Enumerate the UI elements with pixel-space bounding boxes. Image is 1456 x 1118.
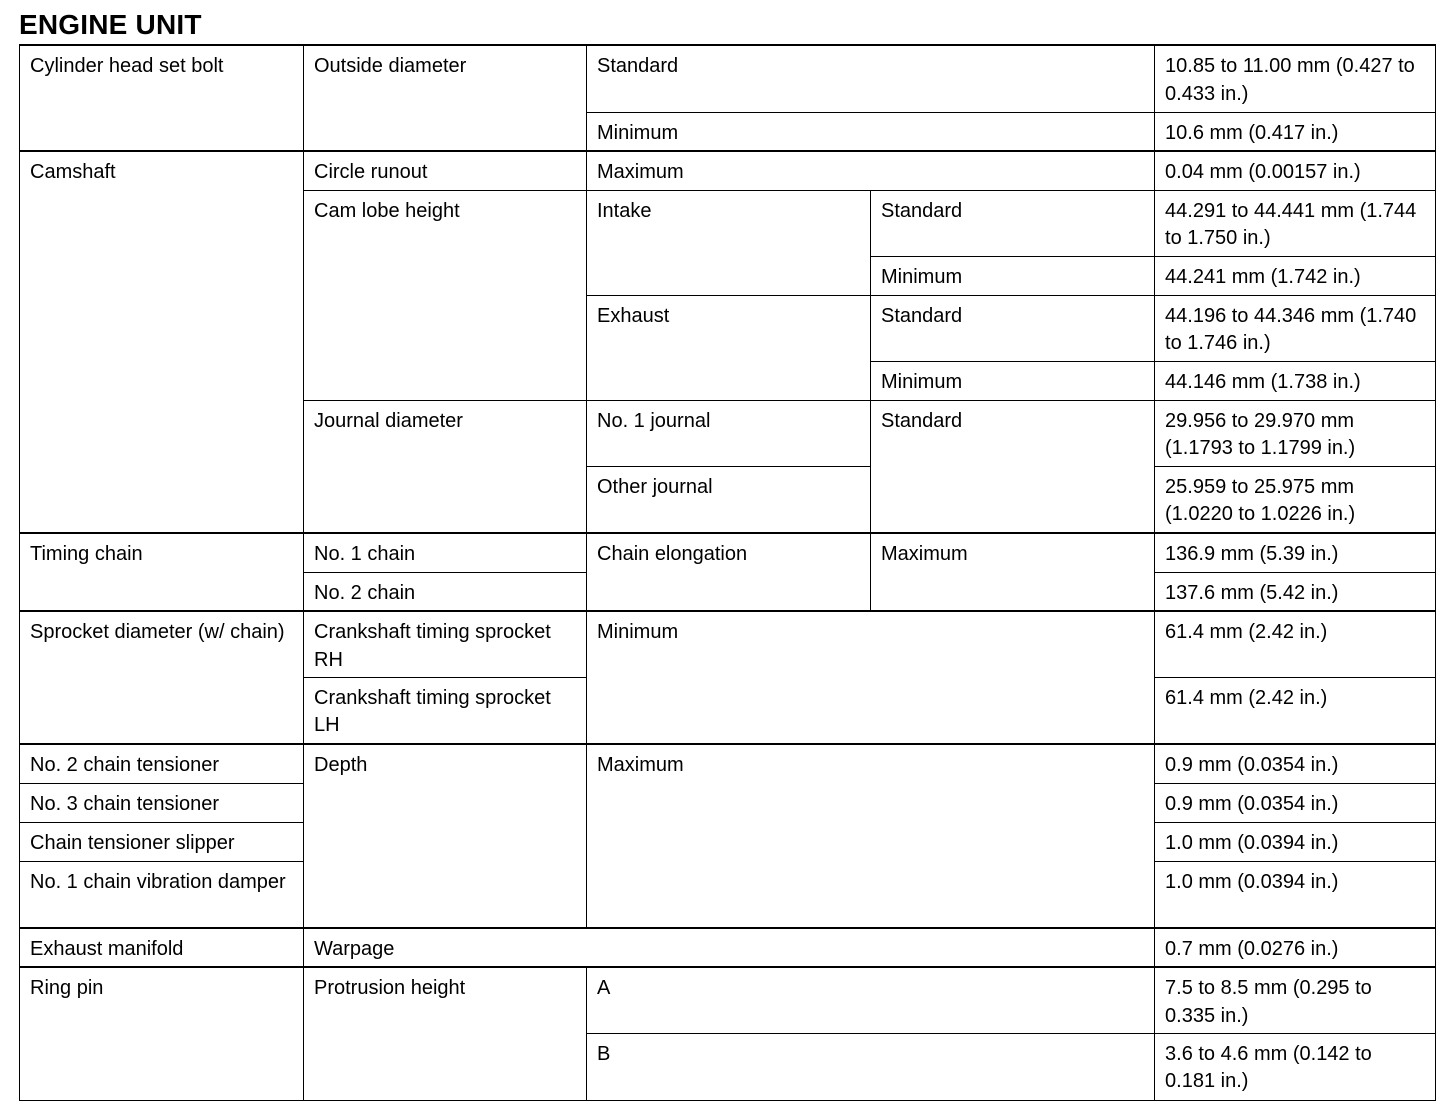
- item-cell: Sprocket diameter (w/ chain): [20, 611, 304, 744]
- sprocket-section: [20, 611, 1436, 744]
- sub-param-cell: Chain elongation: [587, 533, 871, 611]
- param-cell: Depth: [304, 744, 587, 928]
- spec-label-cell: A: [587, 967, 1155, 1033]
- item-cell: No. 2 chain tensioner: [20, 744, 304, 783]
- value-cell: 61.4 mm (2.42 in.): [1155, 677, 1436, 744]
- value-cell: 0.7 mm (0.0276 in.): [1155, 928, 1436, 967]
- tensioner-section: [20, 744, 1436, 928]
- spec-label-cell: Standard: [587, 45, 1155, 112]
- value-cell: 61.4 mm (2.42 in.): [1155, 611, 1436, 677]
- value-cell: 7.5 to 8.5 mm (0.295 to 0.335 in.): [1155, 967, 1436, 1033]
- item-cell: Chain tensioner slipper: [20, 822, 304, 861]
- item-cell: No. 3 chain tensioner: [20, 783, 304, 822]
- param-cell: Crankshaft timing sprocket LH: [304, 677, 587, 744]
- value-cell: 44.146 mm (1.738 in.): [1155, 361, 1436, 400]
- table-row: [20, 744, 1436, 783]
- table-row: [20, 611, 1436, 677]
- spec-label-cell: Minimum: [587, 611, 1155, 744]
- param-cell: Cam lobe height: [304, 190, 587, 400]
- param-cell: No. 1 chain: [304, 533, 587, 572]
- param-cell: Crankshaft timing sprocket RH: [304, 611, 587, 677]
- spec-label-cell: Maximum: [871, 533, 1155, 611]
- item-cell: Ring pin: [20, 967, 304, 1100]
- param-cell: Journal diameter: [304, 400, 587, 533]
- param-cell: Protrusion height: [304, 967, 587, 1100]
- item-cell: Timing chain: [20, 533, 304, 611]
- value-cell: 10.6 mm (0.417 in.): [1155, 112, 1436, 151]
- value-cell: 0.04 mm (0.00157 in.): [1155, 151, 1436, 190]
- value-cell: 29.956 to 29.970 mm (1.1793 to 1.1799 in.): [1155, 400, 1436, 466]
- sub-param-cell: Other journal: [587, 466, 871, 533]
- cylinder-head-bolt-section: [20, 45, 1436, 151]
- value-cell: 0.9 mm (0.0354 in.): [1155, 783, 1436, 822]
- spec-label-cell: Standard: [871, 190, 1155, 256]
- spec-label-cell: Standard: [871, 400, 1155, 533]
- table-row: [20, 967, 1436, 1033]
- item-cell: No. 1 chain vibration damper: [20, 861, 304, 928]
- value-cell: 0.9 mm (0.0354 in.): [1155, 744, 1436, 783]
- spec-label-cell: B: [587, 1033, 1155, 1100]
- spec-label-cell: Maximum: [587, 744, 1155, 928]
- spec-label-cell: Minimum: [871, 361, 1155, 400]
- engine-spec-table: [19, 44, 1436, 1101]
- table-row: [20, 928, 1436, 967]
- item-cell: Cylinder head set bolt: [20, 45, 304, 151]
- param-cell: Warpage: [304, 928, 1155, 967]
- sub-param-cell: No. 1 journal: [587, 400, 871, 466]
- sub-param-cell: Exhaust: [587, 295, 871, 400]
- table-row: [20, 151, 1436, 190]
- param-cell: Outside diameter: [304, 45, 587, 151]
- value-cell: 44.196 to 44.346 mm (1.740 to 1.746 in.): [1155, 295, 1436, 361]
- value-cell: 3.6 to 4.6 mm (0.142 to 0.181 in.): [1155, 1033, 1436, 1100]
- spec-label-cell: Maximum: [587, 151, 1155, 190]
- value-cell: 136.9 mm (5.39 in.): [1155, 533, 1436, 572]
- page-title: ENGINE UNIT: [19, 9, 202, 40]
- spec-label-cell: Standard: [871, 295, 1155, 361]
- table-row: [20, 45, 1436, 112]
- param-cell: No. 2 chain: [304, 572, 587, 611]
- value-cell: 25.959 to 25.975 mm (1.0220 to 1.0226 in.): [1155, 466, 1436, 533]
- camshaft-section: [20, 151, 1436, 533]
- ring-pin-section: [20, 967, 1436, 1100]
- exhaust-manifold-section: [20, 928, 1436, 967]
- item-cell: Exhaust manifold: [20, 928, 304, 967]
- value-cell: 1.0 mm (0.0394 in.): [1155, 861, 1436, 928]
- value-cell: 1.0 mm (0.0394 in.): [1155, 822, 1436, 861]
- item-cell: Camshaft: [20, 151, 304, 533]
- value-cell: 44.291 to 44.441 mm (1.744 to 1.750 in.): [1155, 190, 1436, 256]
- param-cell: Circle runout: [304, 151, 587, 190]
- value-cell: 137.6 mm (5.42 in.): [1155, 572, 1436, 611]
- value-cell: 44.241 mm (1.742 in.): [1155, 256, 1436, 295]
- timing-chain-section: [20, 533, 1436, 611]
- table-row: [20, 533, 1436, 572]
- spec-label-cell: Minimum: [587, 112, 1155, 151]
- value-cell: 10.85 to 11.00 mm (0.427 to 0.433 in.): [1155, 45, 1436, 112]
- sub-param-cell: Intake: [587, 190, 871, 295]
- spec-label-cell: Minimum: [871, 256, 1155, 295]
